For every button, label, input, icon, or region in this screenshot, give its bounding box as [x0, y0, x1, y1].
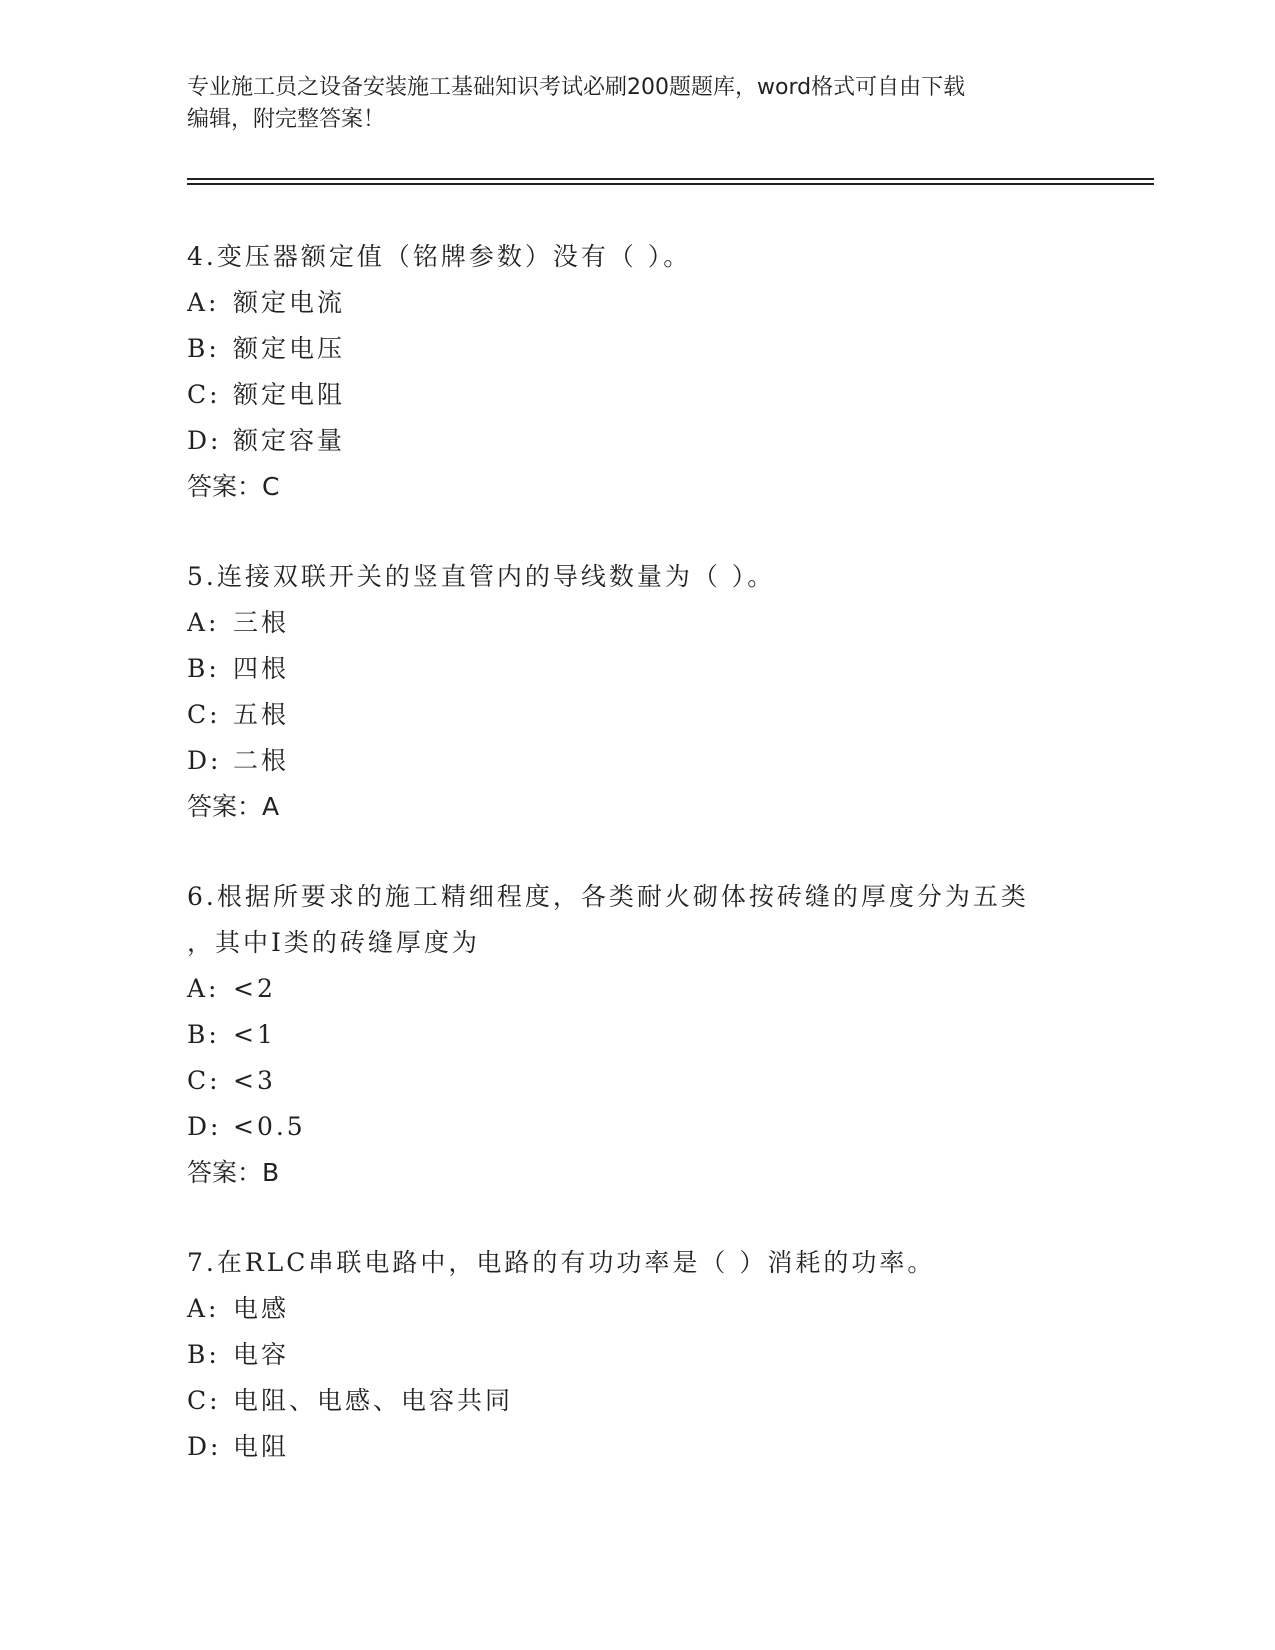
option-text: 三根 — [233, 608, 290, 637]
option-text: 电感 — [233, 1294, 290, 1323]
option-a — [187, 966, 1087, 1012]
question-4 — [187, 234, 1087, 510]
option-label: C: — [187, 1386, 221, 1415]
question-stem — [187, 554, 1087, 600]
option-d — [187, 1424, 1087, 1470]
document-header — [187, 72, 1067, 136]
option-c — [187, 1378, 1087, 1424]
option-text: 五根 — [233, 700, 290, 729]
option-label: C: — [187, 1066, 221, 1095]
option-text: 电阻 — [233, 1432, 290, 1461]
option-label: D: — [187, 746, 222, 775]
option-text: 额定电流 — [233, 288, 346, 317]
option-text: 额定电阻 — [233, 380, 346, 409]
option-text: <2 — [233, 974, 276, 1003]
option-label: A: — [187, 1294, 220, 1323]
option-label: D: — [187, 426, 222, 455]
option-text: 电容 — [233, 1340, 290, 1369]
option-label: A: — [187, 288, 220, 317]
option-label: B: — [187, 334, 220, 363]
question-stem — [187, 1240, 1087, 1286]
option-label: D: — [187, 1112, 222, 1141]
question-5 — [187, 554, 1087, 830]
option-label: B: — [187, 1020, 220, 1049]
option-text: 额定容量 — [233, 426, 346, 455]
option-b — [187, 326, 1087, 372]
answer-line: 答案：C — [187, 472, 280, 501]
header-line-2: 编辑，附完整答案！ — [187, 107, 386, 132]
question-stem-line: 7.在RLC串联电路中，电路的有功功率是（ ）消耗的功率。 — [187, 1248, 936, 1277]
option-label: D: — [187, 1432, 222, 1461]
option-text: 额定电压 — [233, 334, 346, 363]
header-line-1: 专业施工员之设备安装施工基础知识考试必刷200题题库，word格式可自由下载 — [187, 75, 966, 100]
option-label: A: — [187, 974, 220, 1003]
option-a — [187, 280, 1087, 326]
question-stem-line: ，其中Ⅰ类的砖缝厚度为 — [187, 928, 480, 957]
question-6 — [187, 874, 1087, 1196]
option-d — [187, 418, 1087, 464]
option-c — [187, 692, 1087, 738]
question-stem-line: 4.变压器额定值（铭牌参数）没有（ ）。 — [187, 242, 692, 271]
option-d — [187, 1104, 1087, 1150]
header-divider-bottom — [187, 183, 1154, 185]
option-c — [187, 1058, 1087, 1104]
question-7 — [187, 1240, 1087, 1470]
option-label: A: — [187, 608, 220, 637]
option-label: B: — [187, 1340, 220, 1369]
option-a — [187, 1286, 1087, 1332]
option-b — [187, 1332, 1087, 1378]
question-stem-line: 5.连接双联开关的竖直管内的导线数量为（ ）。 — [187, 562, 776, 591]
question-stem — [187, 874, 1087, 966]
question-list — [187, 234, 1087, 1514]
option-text: <3 — [233, 1066, 276, 1095]
question-stem-line: 6.根据所要求的施工精细程度，各类耐火砌体按砖缝的厚度分为五类 — [187, 882, 1029, 911]
answer-line: 答案：A — [187, 792, 280, 821]
option-label: C: — [187, 380, 221, 409]
option-text: 四根 — [233, 654, 290, 683]
option-b — [187, 646, 1087, 692]
question-stem — [187, 234, 1087, 280]
option-label: C: — [187, 700, 221, 729]
option-d — [187, 738, 1087, 784]
option-text: <0.5 — [233, 1112, 306, 1141]
header-divider-top — [187, 178, 1154, 180]
option-text: 二根 — [233, 746, 290, 775]
option-label: B: — [187, 654, 220, 683]
answer-line: 答案：B — [187, 1158, 280, 1187]
option-c — [187, 372, 1087, 418]
option-b — [187, 1012, 1087, 1058]
option-text: 电阻、电感、电容共同 — [233, 1386, 514, 1415]
option-a — [187, 600, 1087, 646]
option-text: <1 — [233, 1020, 276, 1049]
